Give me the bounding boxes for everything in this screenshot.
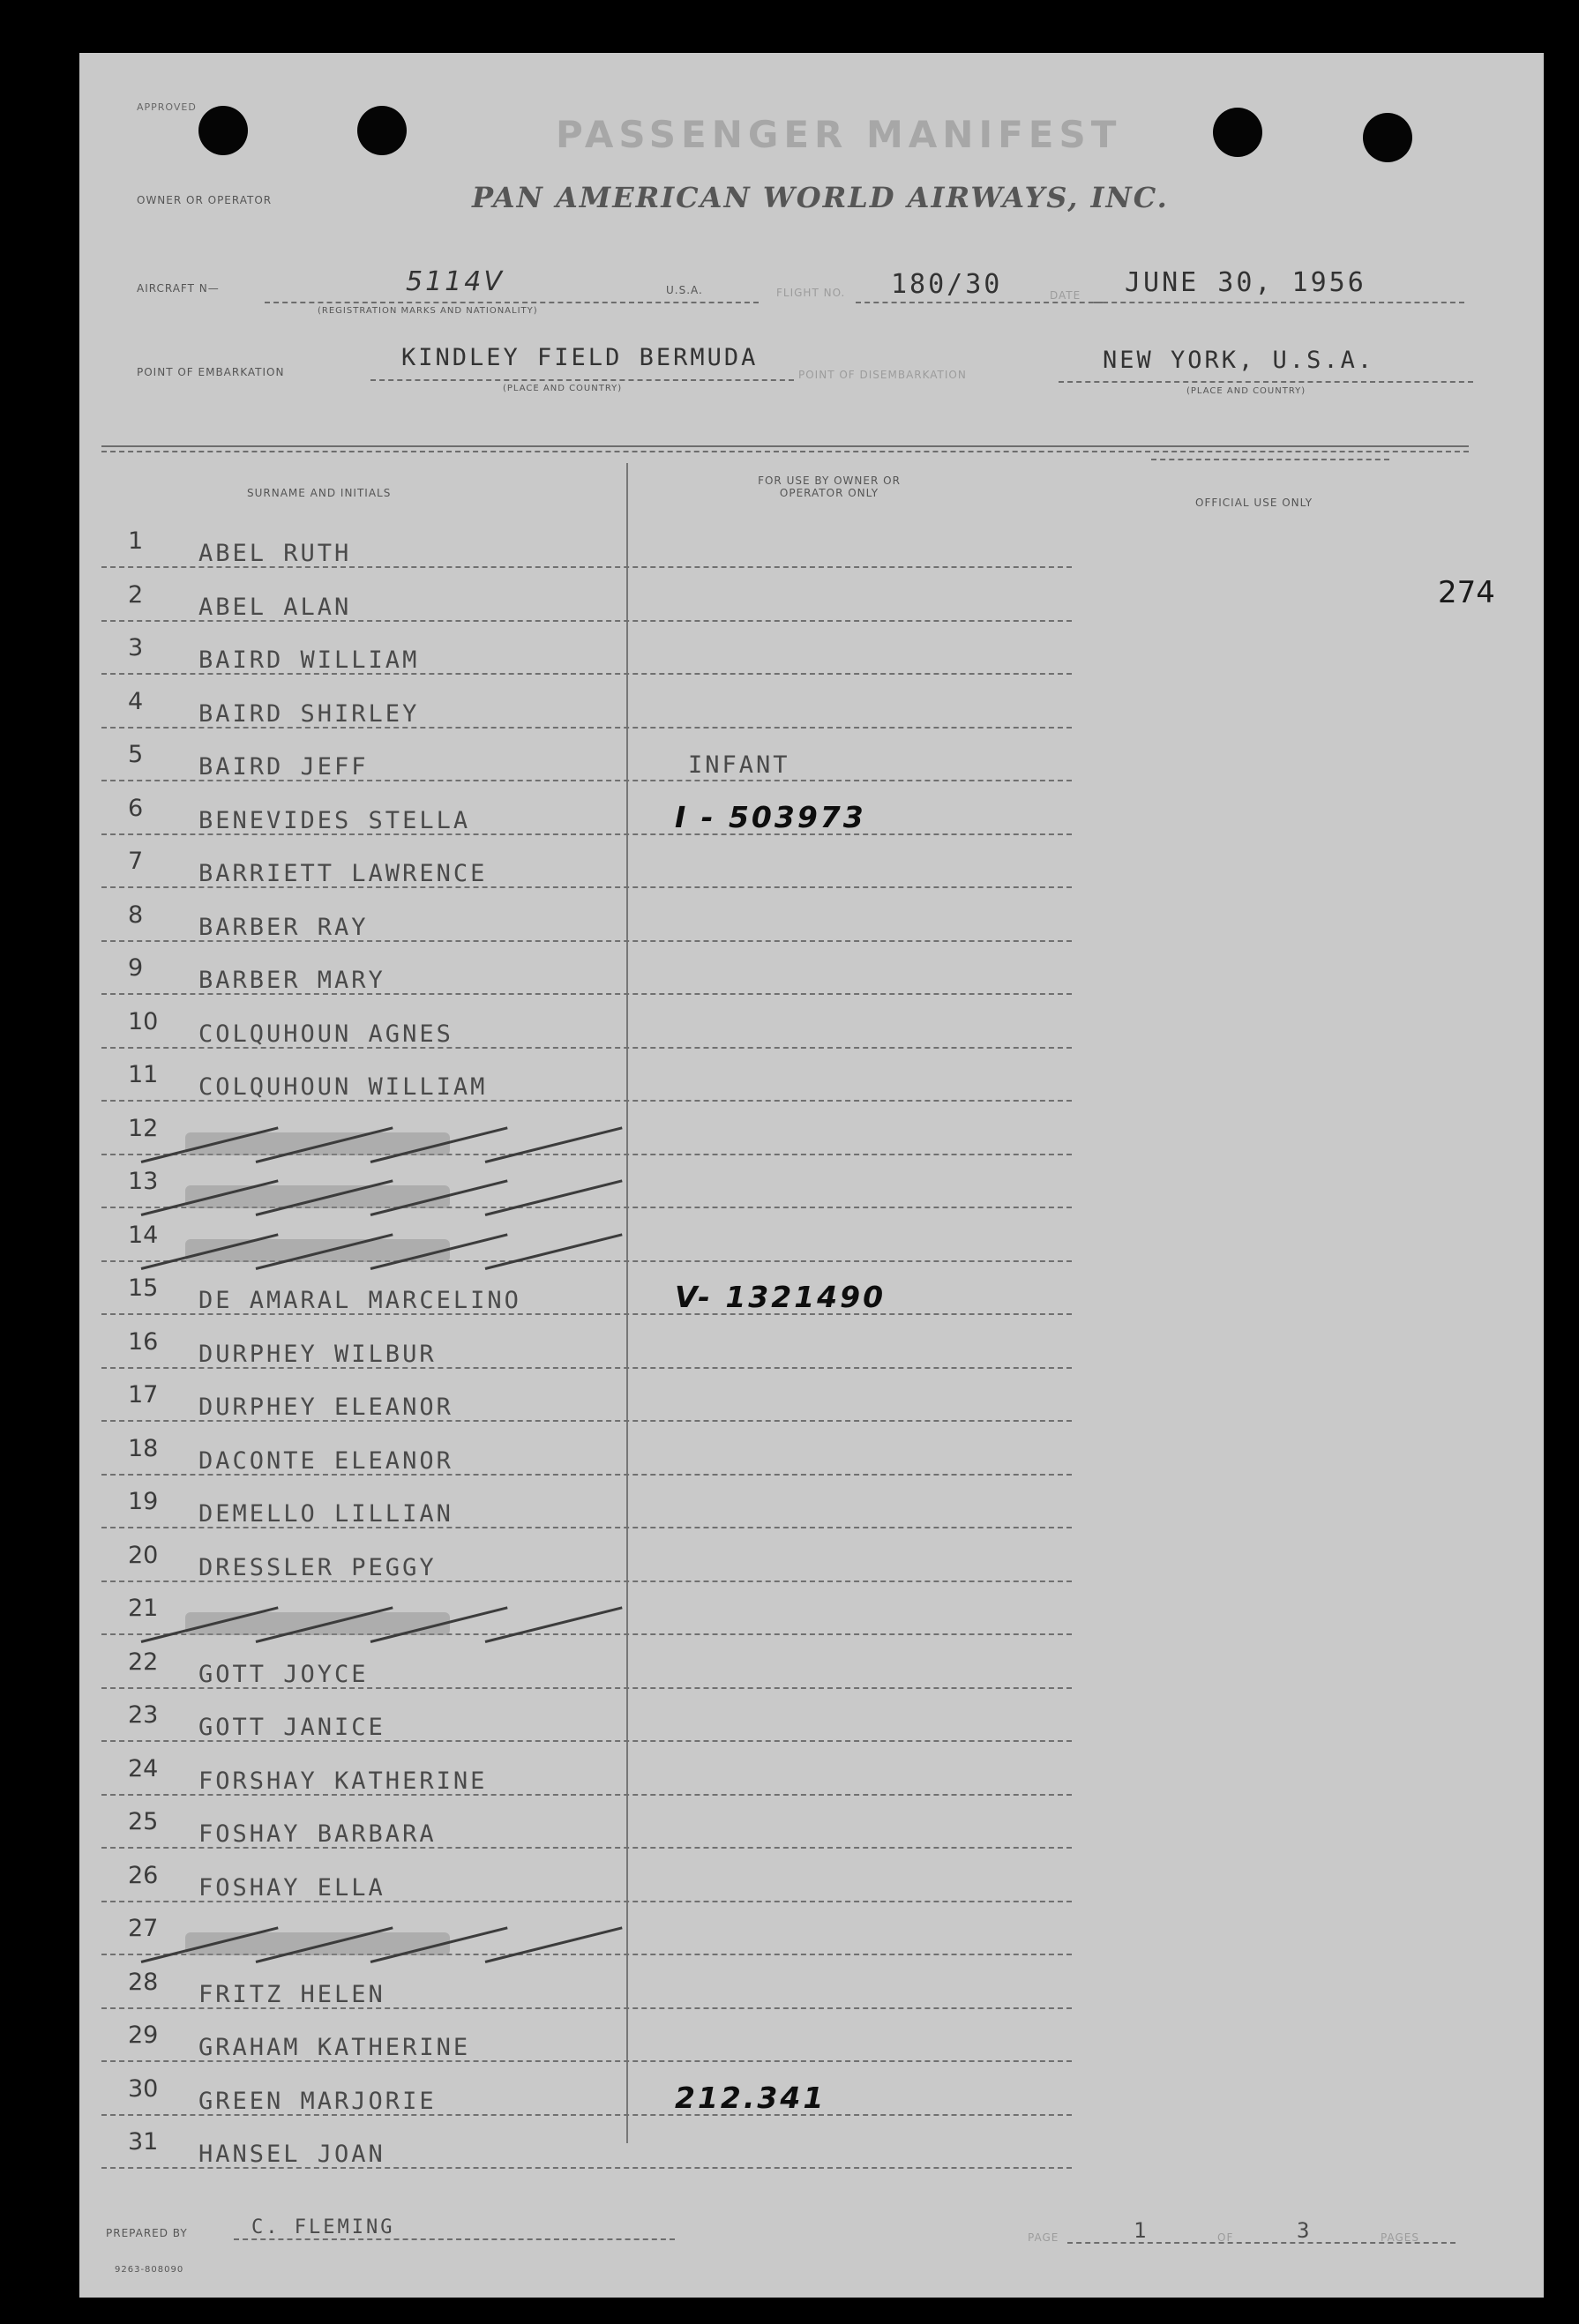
passenger-name: BARBER RAY xyxy=(198,913,369,941)
row-number: 3 xyxy=(128,634,144,661)
row-number: 1 xyxy=(128,527,144,555)
strike-through-mark xyxy=(485,1606,623,1643)
aircraft-label: AIRCRAFT N— xyxy=(137,282,220,295)
row-number: 20 xyxy=(128,1541,159,1569)
row-number: 31 xyxy=(128,2128,159,2156)
passenger-name: DE AMARAL MARCELINO xyxy=(198,1287,521,1314)
punch-hole xyxy=(357,106,407,155)
passenger-name: DRESSLER PEGGY xyxy=(198,1553,437,1581)
passenger-name: BARRIETT LAWRENCE xyxy=(198,860,488,887)
row-number: 30 xyxy=(128,2074,159,2103)
passenger-name: FORSHAY KATHERINE xyxy=(198,1767,488,1795)
passenger-name: DACONTE ELEANOR xyxy=(198,1446,453,1475)
row-number: 18 xyxy=(128,1434,159,1462)
prepared-by-label: PREPARED BY xyxy=(106,2227,188,2239)
punch-hole xyxy=(1213,108,1262,157)
prepared-by-value: C. FLEMING xyxy=(251,2216,395,2238)
passenger-name: DURPHEY ELEANOR xyxy=(198,1394,453,1421)
row-number: 29 xyxy=(128,2021,159,2049)
row-number: 19 xyxy=(128,1488,159,1515)
passenger-name: GRAHAM KATHERINE xyxy=(198,2034,471,2061)
owner-label: OWNER OR OPERATOR xyxy=(137,194,273,206)
aircraft-sublabel: (REGISTRATION MARKS AND NATIONALITY) xyxy=(318,306,538,316)
row-number: 16 xyxy=(128,1327,159,1356)
passenger-name: COLQUHOUN AGNES xyxy=(198,1020,453,1048)
page-title: PASSENGER MANIFEST xyxy=(556,113,1122,156)
embarkation-label: POINT OF EMBARKATION xyxy=(137,366,285,378)
passenger-name: DURPHEY WILBUR xyxy=(198,1340,437,1368)
disembarkation-label: POINT OF DISEMBARKATION xyxy=(798,369,967,381)
page-total: 3 xyxy=(1297,2218,1313,2243)
passenger-name: FOSHAY ELLA xyxy=(198,1873,385,1902)
column-header-operator: FOR USE BY OWNER OR OPERATOR ONLY xyxy=(758,475,901,499)
row-number: 12 xyxy=(128,1114,159,1142)
row-number: 14 xyxy=(128,1221,159,1249)
row-number: 2 xyxy=(128,580,144,609)
usa-label: U.S.A. xyxy=(666,284,703,296)
row-number: 15 xyxy=(128,1274,159,1302)
strike-through-mark xyxy=(485,1233,623,1270)
page-number: 1 xyxy=(1134,2218,1149,2243)
row-number: 22 xyxy=(128,1648,159,1676)
pages-label: PAGES xyxy=(1381,2231,1419,2244)
passenger-name: HANSEL JOAN xyxy=(198,2141,385,2168)
row-number: 8 xyxy=(128,900,144,929)
row-number: 10 xyxy=(128,1007,159,1035)
form-number: 9263-808090 xyxy=(115,2265,184,2275)
approval-stamp: APPROVED xyxy=(137,101,197,113)
row-number: 4 xyxy=(128,687,144,715)
row-number: 27 xyxy=(128,1915,159,1942)
strike-through-mark xyxy=(485,1179,623,1216)
row-number: 28 xyxy=(128,1968,159,1996)
strike-through-mark xyxy=(485,1126,623,1163)
row-number: 13 xyxy=(128,1168,159,1195)
embarkation-sublabel: (PLACE AND COUNTRY) xyxy=(503,384,623,393)
row-number: 21 xyxy=(128,1595,159,1622)
operator-note: V- 1321490 xyxy=(675,1280,887,1314)
passenger-name: BAIRD JEFF xyxy=(198,753,369,781)
embarkation-value: KINDLEY FIELD BERMUDA xyxy=(401,344,759,371)
row-number: 26 xyxy=(128,1861,159,1889)
column-header-official: OFFICIAL USE ONLY xyxy=(1195,497,1313,509)
passenger-name: ABEL ALAN xyxy=(198,593,352,621)
passenger-name: GOTT JANICE xyxy=(198,1714,385,1741)
flight-value: 180/30 xyxy=(891,269,1003,300)
passenger-name: BAIRD WILLIAM xyxy=(198,646,420,674)
operator-note: 212.341 xyxy=(675,2080,827,2115)
row-number: 23 xyxy=(128,1701,159,1729)
date-value: JUNE 30, 1956 xyxy=(1125,267,1366,298)
row-number: 6 xyxy=(128,794,144,822)
passenger-name: BARBER MARY xyxy=(198,967,385,994)
passenger-name: COLQUHOUN WILLIAM xyxy=(198,1073,488,1101)
passenger-name: FOSHAY BARBARA xyxy=(198,1820,437,1848)
disembarkation-value: NEW YORK, U.S.A. xyxy=(1103,347,1375,374)
punch-hole xyxy=(1363,113,1412,162)
manifest-sheet xyxy=(79,53,1544,2298)
of-label: OF xyxy=(1217,2231,1234,2244)
flight-label: FLIGHT NO. xyxy=(776,287,846,299)
disembarkation-sublabel: (PLACE AND COUNTRY) xyxy=(1186,386,1306,396)
row-number: 25 xyxy=(128,1808,159,1835)
row-number: 9 xyxy=(128,954,144,982)
strike-through-mark xyxy=(485,1926,623,1963)
date-label: DATE xyxy=(1050,289,1081,302)
row-number: 24 xyxy=(128,1754,159,1782)
operator-note: I - 503973 xyxy=(675,799,866,834)
owner-value: PAN AMERICAN WORLD AIRWAYS, INC. xyxy=(472,181,1169,214)
column-header-name: SURNAME AND INITIALS xyxy=(247,487,392,499)
page-label: PAGE xyxy=(1028,2231,1059,2244)
row-number: 7 xyxy=(128,848,144,875)
row-number: 17 xyxy=(128,1381,159,1409)
row-number: 11 xyxy=(128,1061,159,1088)
passenger-name: DEMELLO LILLIAN xyxy=(198,1500,453,1528)
margin-number: 274 xyxy=(1438,575,1495,610)
operator-note: INFANT xyxy=(688,751,790,779)
punch-hole xyxy=(198,106,248,155)
passenger-name: ABEL RUTH xyxy=(198,540,352,567)
passenger-name: GOTT JOYCE xyxy=(198,1660,369,1688)
column-divider xyxy=(626,463,628,2143)
passenger-name: BENEVIDES STELLA xyxy=(198,806,471,834)
passenger-name: FRITZ HELEN xyxy=(198,1980,385,2008)
passenger-name: GREEN MARJORIE xyxy=(198,2087,437,2115)
row-number: 5 xyxy=(128,741,144,768)
passenger-name: BAIRD SHIRLEY xyxy=(198,699,420,728)
aircraft-value: 5114V xyxy=(406,266,505,297)
